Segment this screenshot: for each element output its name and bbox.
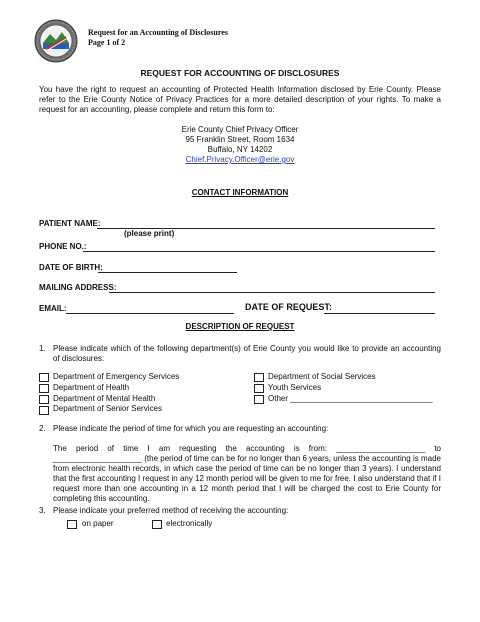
checkbox-other[interactable] xyxy=(254,395,264,404)
checkbox-on-paper[interactable] xyxy=(67,520,77,529)
contact-heading: CONTACT INFORMATION xyxy=(191,188,289,197)
intro-paragraph: You have the right to request an accounting of Protected Health Information disclosed by Erie County. Please refer to the Erie County Notice of Privacy Practices for a more detailed description of your rights. To make a request for an accounting, please complete and return this form to: xyxy=(39,85,441,114)
checkbox-youth-services[interactable] xyxy=(254,384,264,393)
dept-social-services-label: Department of Social Services xyxy=(268,372,376,381)
phone-label: PHONE NO.: xyxy=(39,242,87,251)
dept-other-label: Other ________________________________ xyxy=(268,394,433,403)
document-title: REQUEST FOR ACCOUNTING OF DISCLOSURES xyxy=(140,68,340,78)
address-block xyxy=(120,125,360,165)
checkbox-social-services[interactable] xyxy=(254,373,264,382)
mailing-address-label: MAILING ADDRESS: xyxy=(39,283,117,292)
checkbox-emergency-services[interactable] xyxy=(39,373,49,382)
description-heading: DESCRIPTION OF REQUEST xyxy=(185,322,295,331)
phone-field[interactable] xyxy=(83,251,435,252)
please-print-note: (please print) xyxy=(124,229,175,238)
dob-field[interactable] xyxy=(98,272,237,273)
dept-emergency-services-label: Department of Emergency Services xyxy=(53,372,180,381)
dept-mental-health-label: Department of Mental Health xyxy=(53,394,156,403)
dept-health-label: Department of Health xyxy=(53,383,130,392)
item-2-number: 2. xyxy=(39,424,46,433)
method-electronic-label: electronically xyxy=(166,519,213,528)
erie-county-seal xyxy=(34,19,78,63)
checkbox-health[interactable] xyxy=(39,384,49,393)
item-1-number: 1. xyxy=(39,344,46,353)
dob-label: DATE OF BIRTH: xyxy=(39,263,103,272)
address-line-2: 95 Franklin Street, Room 1634 xyxy=(185,135,295,144)
checkbox-mental-health[interactable] xyxy=(39,395,49,404)
item-2-paragraph: The period of time I am requesting the accounting is from: ____________________ to ____________________ (the period of time can be for no longer than 6 years, unless the accounting is made from electronic health records, in which case the period of time can be no longer than 3 years). I understand that the first accounting I request in any 12 month period will be given to me for free. I also understand that if I request more than one accounting in a 12 month period that I will be charged the cost to Erie County for completing this accounting. xyxy=(53,444,441,503)
patient-name-label: PATIENT NAME: xyxy=(39,219,101,228)
address-line-1: Erie County Chief Privacy Officer xyxy=(181,125,299,134)
email-label: EMAIL: xyxy=(39,304,67,313)
mailing-address-field[interactable] xyxy=(109,292,435,293)
item-2-text: Please indicate the period of time for which you are requesting an accounting: xyxy=(53,424,329,433)
email-field[interactable] xyxy=(66,313,234,314)
item-1-text: Please indicate which of the following department(s) of Erie County you would like to provide an accounting of disclosures: xyxy=(53,344,441,363)
date-of-request-label: DATE OF REQUEST: xyxy=(245,302,332,312)
checkbox-electronically[interactable] xyxy=(152,520,162,529)
header-title: Request for an Accounting of Disclosures xyxy=(88,28,228,37)
page-number: Page 1 of 2 xyxy=(88,38,126,47)
address-line-3: Buffalo, NY 14202 xyxy=(207,145,273,154)
item-3-text: Please indicate your preferred method of receiving the accounting: xyxy=(53,506,289,515)
dept-senior-services-label: Department of Senior Services xyxy=(53,404,162,413)
checkbox-senior-services[interactable] xyxy=(39,406,49,415)
privacy-email-link[interactable]: Chief.Privacy.Officer@erie.gov xyxy=(185,155,295,164)
date-of-request-field[interactable] xyxy=(324,313,435,314)
item-3-number: 3. xyxy=(39,506,46,515)
dept-youth-services-label: Youth Services xyxy=(268,383,322,392)
method-paper-label: on paper xyxy=(82,519,114,528)
